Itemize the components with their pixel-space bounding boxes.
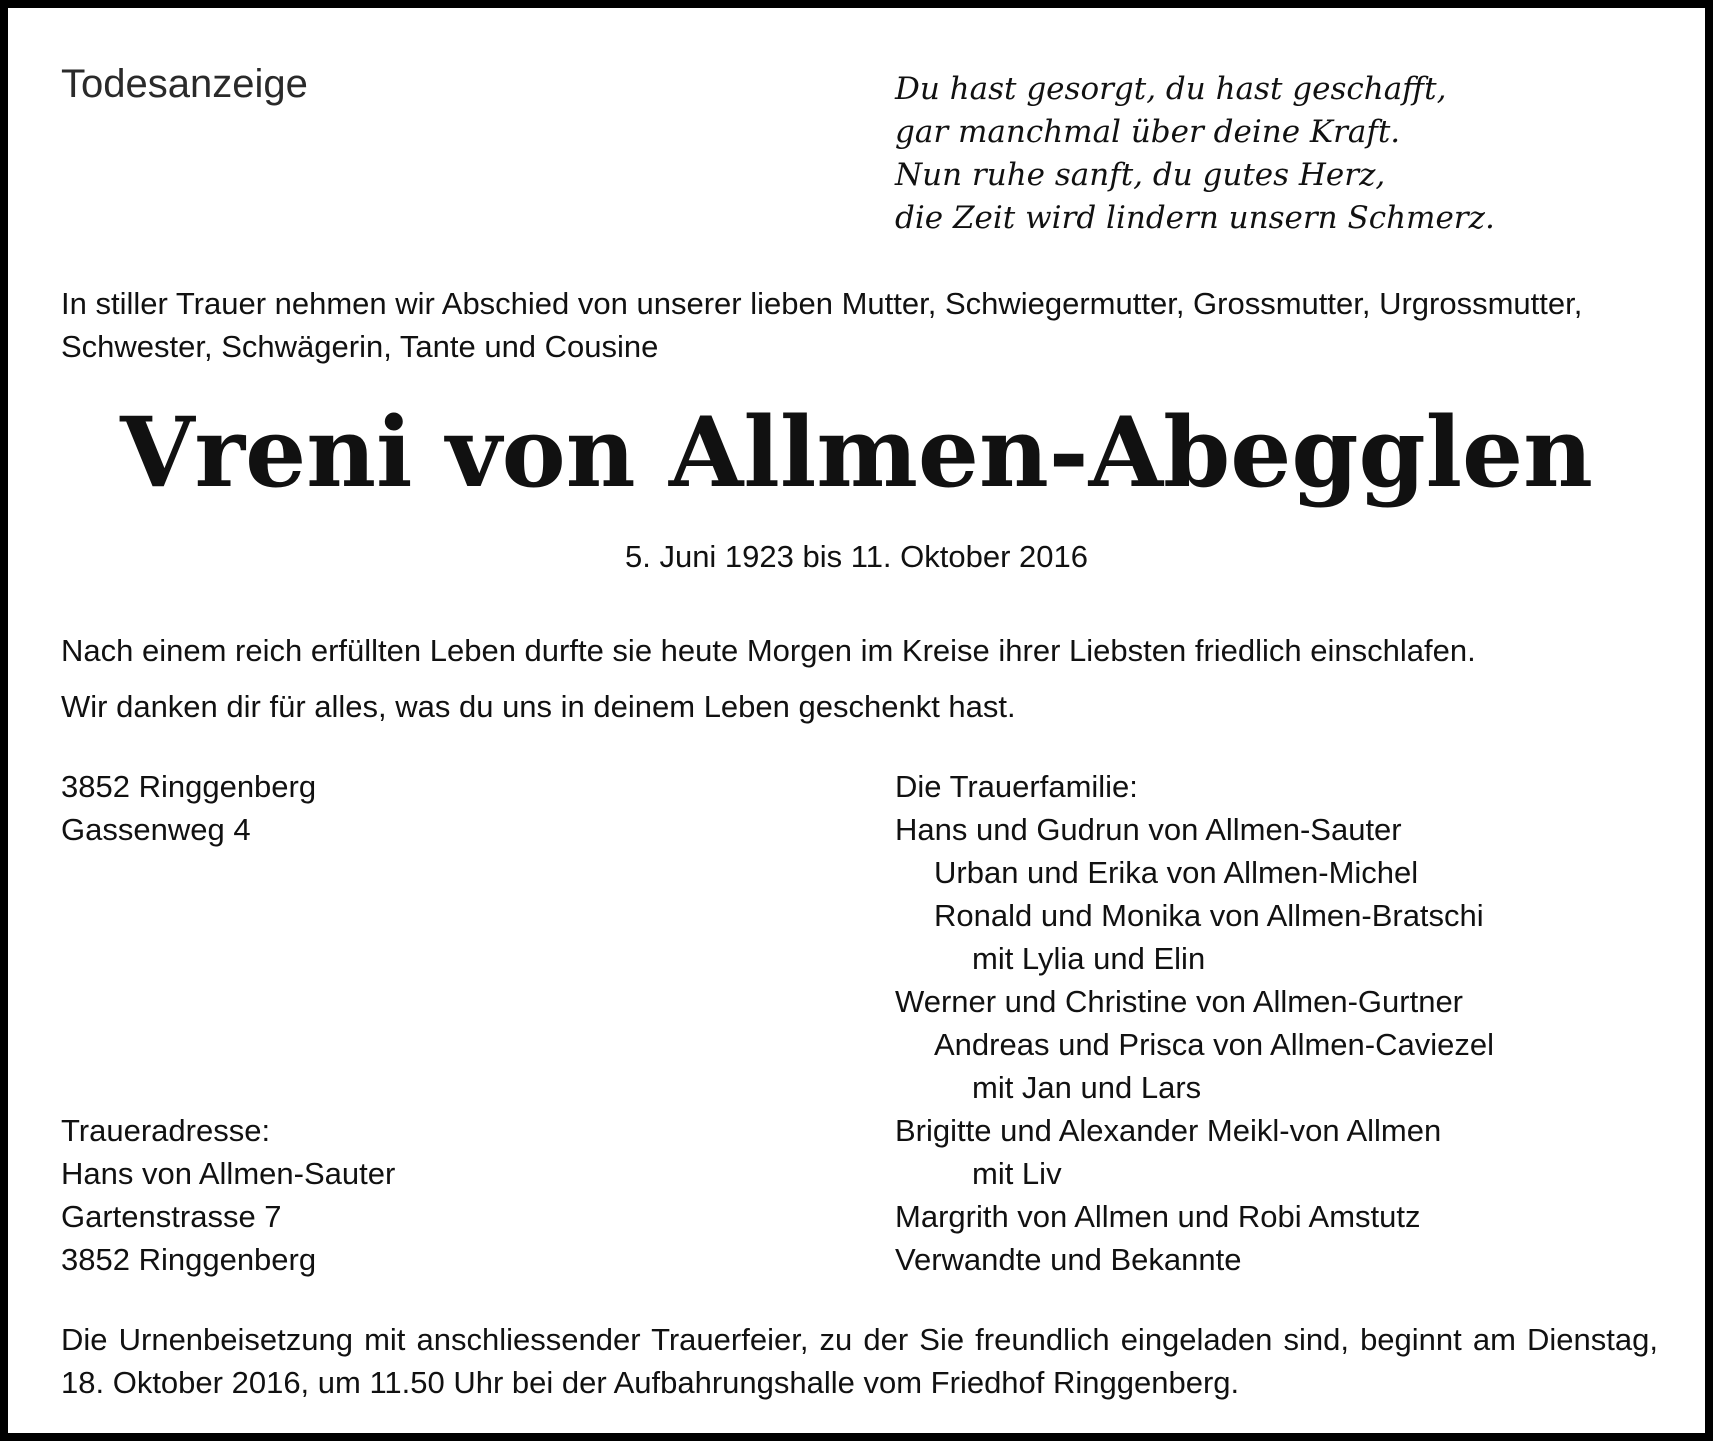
contact-line: Traueradresse:	[61, 1113, 271, 1148]
family-member: Werner und Christine von Allmen-Gurtner	[895, 984, 1464, 1019]
closing-line: Nach einem reich erfüllten Leben durfte sie heute Morgen im Kreise ihrer Liebsten friedlich einschlafen.	[61, 633, 1476, 668]
family-member: Urban und Erika von Allmen-Michel	[934, 855, 1419, 890]
poem-line: gar manchmal über deine Kraft.	[895, 114, 1401, 150]
contact-line: 3852 Ringgenberg	[61, 1242, 317, 1277]
life-dates: 5. Juni 1923 bis 11. Oktober 2016	[624, 539, 1089, 574]
closing-line: Wir danken dir für alles, was du uns in deinem Leben geschenkt hast.	[61, 689, 1016, 724]
family-heading: Die Trauerfamilie:	[895, 769, 1138, 804]
poem-line: die Zeit wird lindern unsern Schmerz.	[895, 200, 1495, 236]
address-line: 3852 Ringgenberg	[61, 769, 317, 804]
contact-line: Gartenstrasse 7	[61, 1199, 282, 1234]
poem-line: Nun ruhe sanft, du gutes Herz,	[895, 157, 1386, 193]
family-member: mit Lylia und Elin	[972, 941, 1206, 976]
family-member: Verwandte und Bekannte	[895, 1242, 1242, 1277]
family-member: Margrith von Allmen und Robi Amstutz	[895, 1199, 1421, 1234]
family-member: Ronald und Monika von Allmen-Bratschi	[934, 898, 1484, 933]
family-member: mit Liv	[972, 1156, 1062, 1191]
poem-line: Du hast gesorgt, du hast geschafft,	[895, 71, 1447, 107]
family-member: Hans und Gudrun von Allmen-Sauter	[895, 812, 1402, 847]
mourning-address	[61, 1109, 395, 1281]
deceased-name: Vreni von Allmen-Abegglen	[120, 396, 1593, 509]
intro-line: Schwester, Schwägerin, Tante und Cousine	[61, 329, 659, 364]
family-member: Brigitte und Alexander Meikl-von Allmen	[895, 1113, 1442, 1148]
residence-address	[61, 765, 316, 851]
ceremony-announcement: Die Urnenbeisetzung mit anschliessender Trauerfeier, zu der Sie freundlich eingeladen sind, beginnt am Dienstag, 18. Oktober 2016, um 11.50 Uhr bei der Aufbahrungshalle vom Friedhof Ringgenberg.	[61, 1322, 1658, 1400]
family-member: mit Jan und Lars	[972, 1070, 1202, 1105]
contact-line: Hans von Allmen-Sauter	[61, 1156, 396, 1191]
closing-paragraph	[61, 623, 1476, 735]
intro-paragraph	[61, 282, 1661, 368]
mourning-family-list	[895, 765, 1494, 1281]
intro-line: In stiller Trauer nehmen wir Abschied von unserer lieben Mutter, Schwiegermutter, Grossmutter, Urgrossmutter,	[61, 286, 1583, 321]
address-line: Gassenweg 4	[61, 812, 251, 847]
memorial-poem	[895, 68, 1495, 240]
notice-type-label: Todesanzeige	[61, 62, 308, 106]
family-member: Andreas und Prisca von Allmen-Caviezel	[934, 1027, 1494, 1062]
